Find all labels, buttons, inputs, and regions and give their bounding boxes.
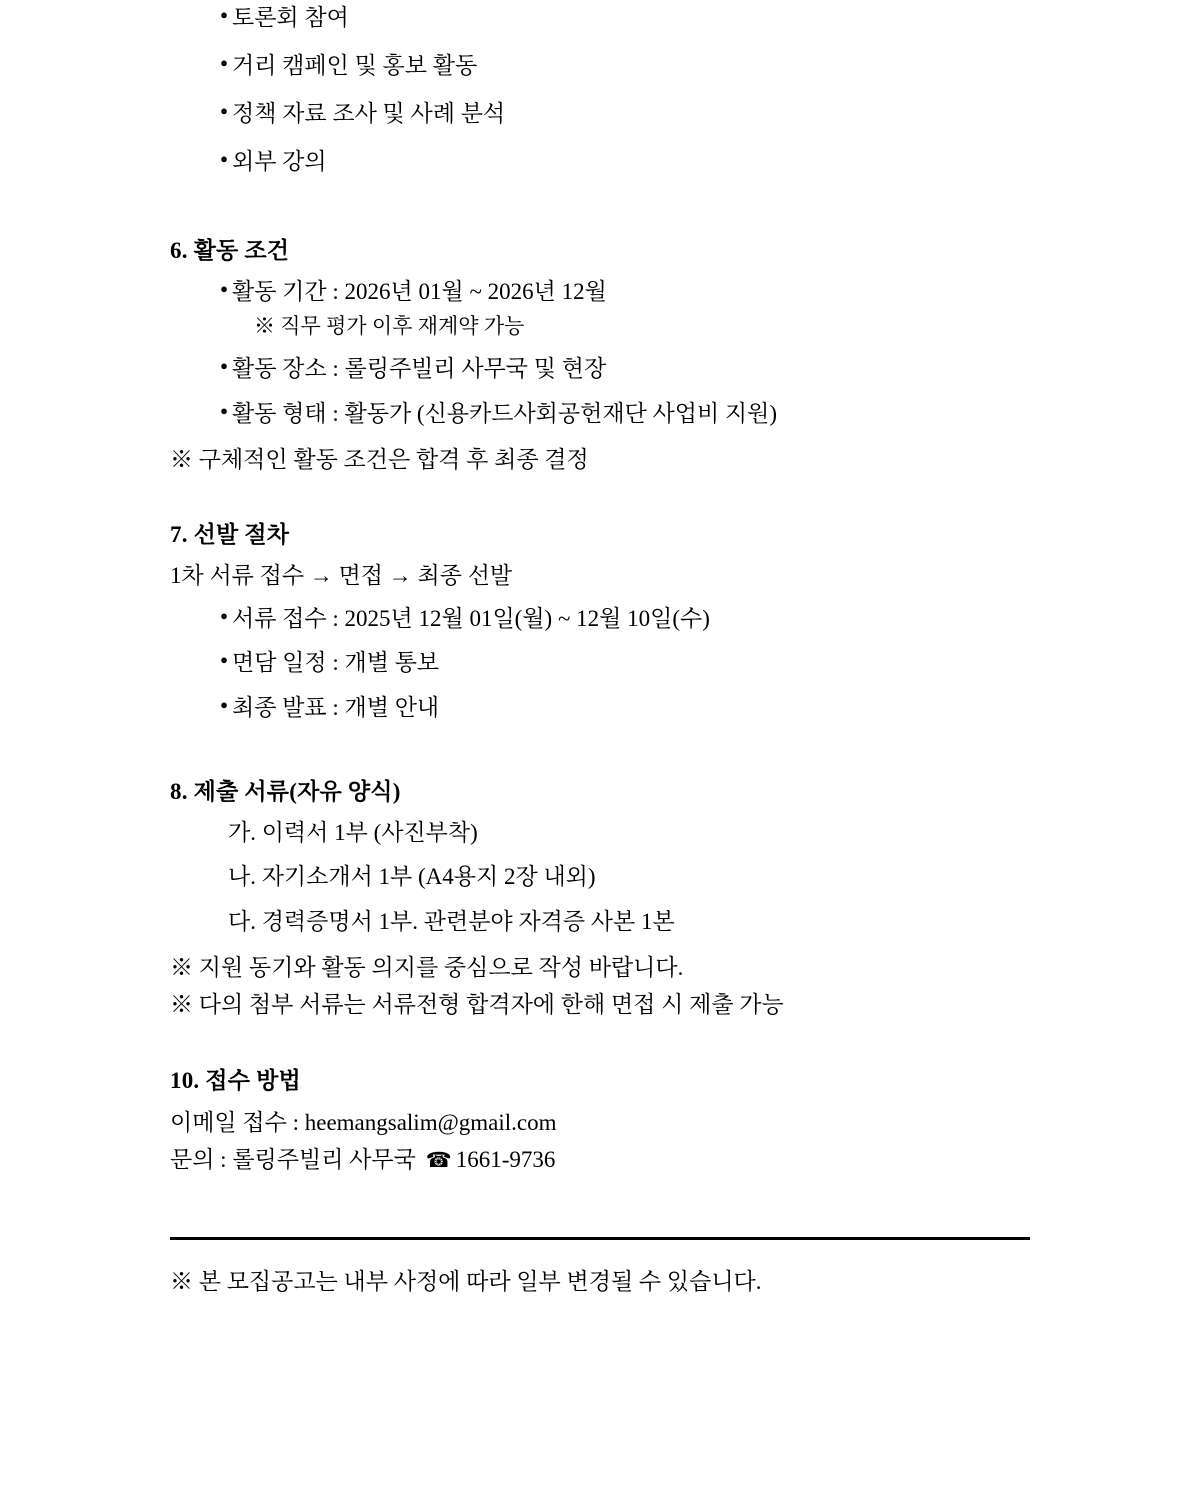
condition-period-note: ※ 직무 평가 이후 재계약 가능 [254, 313, 525, 338]
list-item: 가. 이력서 1부 (사진부착) [228, 819, 478, 845]
conditions-list [170, 278, 1030, 427]
list-item: ● 외부 강의 [170, 148, 1030, 175]
section6-note: ※ 구체적인 활동 조건은 합격 후 최종 결정 [170, 446, 589, 472]
list-item: ● 활동 형태 : 활동가 (신용카드사회공헌재단 사업비 지원) [170, 400, 1030, 427]
list-item: ● 서류 접수 : 2025년 12월 01일(월) ~ 12월 10일(수) [170, 605, 1030, 632]
section-heading-7: 7. 선발 절차 [170, 521, 290, 547]
email-address: heemangsalim@gmail.com [304, 1109, 557, 1135]
list-item: ● 면담 일정 : 개별 통보 [170, 649, 1030, 676]
spacer [170, 738, 1030, 780]
list-item: ● 최종 발표 : 개별 안내 [170, 694, 1030, 721]
selection-list [170, 605, 1030, 720]
spacer [170, 197, 1030, 239]
phone-icon: ☎ [425, 1148, 452, 1173]
spacer [170, 481, 1030, 523]
list-item: ● 거리 캠페인 및 홍보 활동 [170, 52, 1030, 79]
list-item: 나. 자기소개서 1부 (A4용지 2장 내외) [228, 864, 596, 890]
section-heading-8: 8. 제출 서류(자유 양식) [170, 778, 401, 804]
condition-period: 활동 기간 : 2026년 01월 ~ 2026년 12월 [232, 278, 607, 304]
activity-list [170, 4, 1030, 176]
section8-note-2: ※ 다의 첨부 서류는 서류전형 합격자에 한해 면접 시 제출 가능 [170, 992, 784, 1018]
horizontal-divider [170, 1237, 1030, 1240]
footer-note: ※ 본 모집공고는 내부 사정에 따라 일부 변경될 수 있습니다. [170, 1269, 762, 1295]
contact-label: 문의 : 롤링주빌리 사무국 [170, 1147, 422, 1173]
section-heading-10: 10. 접수 방법 [170, 1067, 301, 1093]
email-label: 이메일 접수 : [170, 1109, 305, 1135]
phone-line [170, 1145, 1030, 1175]
list-item: ● 활동 장소 : 롤링주빌리 사무국 및 현장 [170, 355, 1030, 382]
spacer [170, 1027, 1030, 1069]
email-line [170, 1108, 1030, 1138]
list-item: ● 정책 자료 조사 및 사례 분석 [170, 100, 1030, 127]
documents-list [170, 819, 1030, 936]
document-body [170, 0, 1030, 1293]
list-item [170, 278, 1030, 339]
phone-number: 1661-9736 [455, 1147, 556, 1173]
selection-flow: 1차 서류 접수 → 면접 → 최종 선발 [170, 562, 513, 588]
list-item: ● 토론회 참여 [170, 4, 1030, 31]
section-heading-6: 6. 활동 조건 [170, 237, 290, 263]
list-item: 다. 경력증명서 1부. 관련분야 자격증 사본 1본 [228, 908, 675, 934]
section8-note-1: ※ 지원 동기와 활동 의지를 중심으로 작성 바랍니다. [170, 955, 684, 981]
